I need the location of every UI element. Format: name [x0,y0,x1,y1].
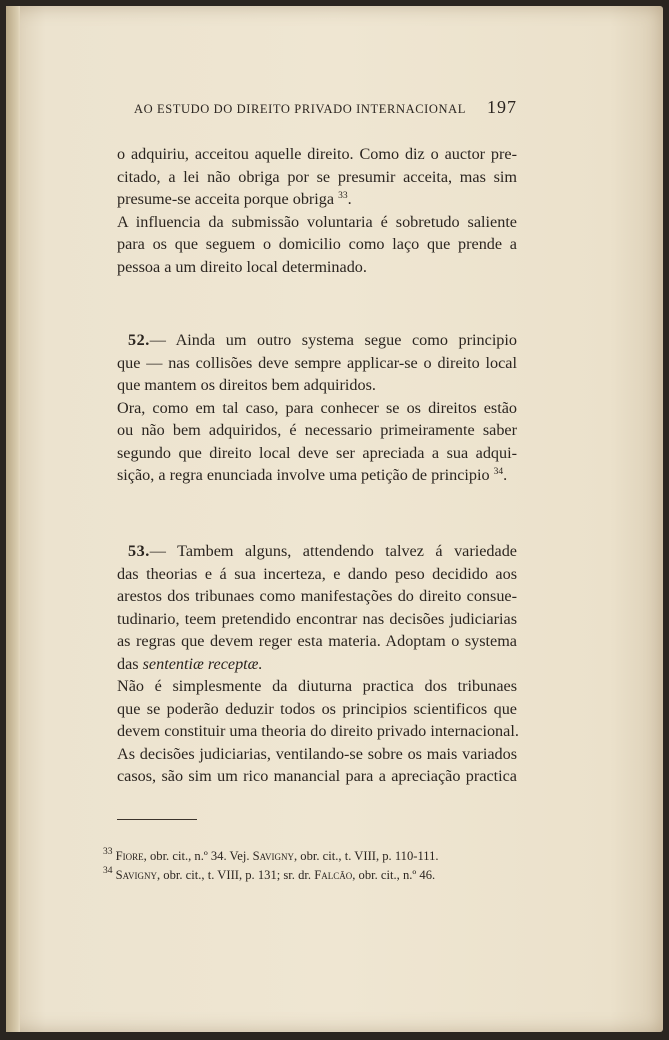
header-title: AO ESTUDO DO DIREITO PRIVADO INTERNACIONAL [134,102,467,116]
footnote-divider [117,819,197,820]
text-line: das theorias e á sua incerteza, e dando peso decidido aos [117,564,517,583]
section-number: 52. [128,331,150,349]
text-line: devem constituir uma theoria do direito privado internacional. [117,722,519,740]
text-line: 52.— Ainda um outro systema segue como principio [128,331,517,349]
footnote-author: Falcão [314,867,353,882]
footnote-marker: 34 [103,865,113,876]
text-line: o adquiriu, acceitou aquelle direito. Como diz o auctor pre- [117,145,517,163]
page-number: 197 [487,97,517,117]
footnote-ref: 34 [493,467,504,477]
section-52 [117,329,517,487]
paragraph-block-1 [117,143,517,278]
text-line: A influencia da submissão voluntaria é sobretudo saliente [117,212,517,231]
text-line: que — nas collisões deve sempre applicar-se o direito local [117,353,517,372]
footnote-ref: 33 [338,191,348,201]
footnote-marker: 33 [103,847,113,857]
text-line: Não é simplesmente da diuturna practica dos tribunaes [117,677,517,695]
footnote-author: Savigny [252,849,294,863]
text-line: sição, a regra enunciada involve uma petição de principio $^{34}$. [117,466,508,484]
text-line: presume-se acceita porque obriga $^{33}$. [117,190,352,208]
text-line: das sententiæ receptæ. [117,654,263,673]
text-line: pessoa a um direito local determinado. [117,257,367,276]
section-53 [117,540,517,788]
text-line: tudinario, teem pretendido encontrar nas decisões judiciarias [117,609,517,628]
text-line: que mantem os direitos bem adquiridos. [117,376,376,394]
text-line: as regras que devem reger esta materia. Adoptam o systema [117,632,517,650]
text-line: casos, são sim um rico manancial para a apreciação practica [117,767,517,785]
italic-term: sententiæ receptæ. [142,654,263,673]
text-line: As decisões judiciarias, ventilando-se sobre os mais variados [117,744,517,763]
text-line: 53.— Tambem alguns, attendendo talvez á variedade [128,542,517,560]
text-line: segundo que direito local deve ser apreciada a sua adqui- [117,443,517,462]
text-line: ou não bem adquiridos, é necessario primeiramente saber [117,421,517,439]
section-number: 53. [128,542,150,560]
text-line: Ora, como em tal caso, para conhecer se os direitos estão [117,398,517,417]
text-line: arestos dos tribunaes como manifestações do direito consue- [117,587,517,605]
text-line: que se poderão deduzir todos os principios scientificos que [117,699,517,718]
text-line: para os que seguem o domicilio como laço que prende a [117,235,517,253]
footnote-author: Fiore [115,849,144,863]
footnote-author: Savigny [115,867,157,882]
footnote-33: $^{33}$ Fiore, obr. cit., n.º 34. Vej. Savigny, obr. cit., t. VIII, p. 110-111. [103,847,439,863]
footnote-34: $^{34}$ Savigny, obr. cit., t. VIII, p. 131; sr. dr. Falcão, obr. cit., n.º 46. [103,865,436,882]
footnotes [103,847,533,884]
running-header [134,97,517,118]
book-binding [6,6,20,1032]
text-line: citado, a lei não obriga por se presumir acceita, mas sim [117,167,517,186]
